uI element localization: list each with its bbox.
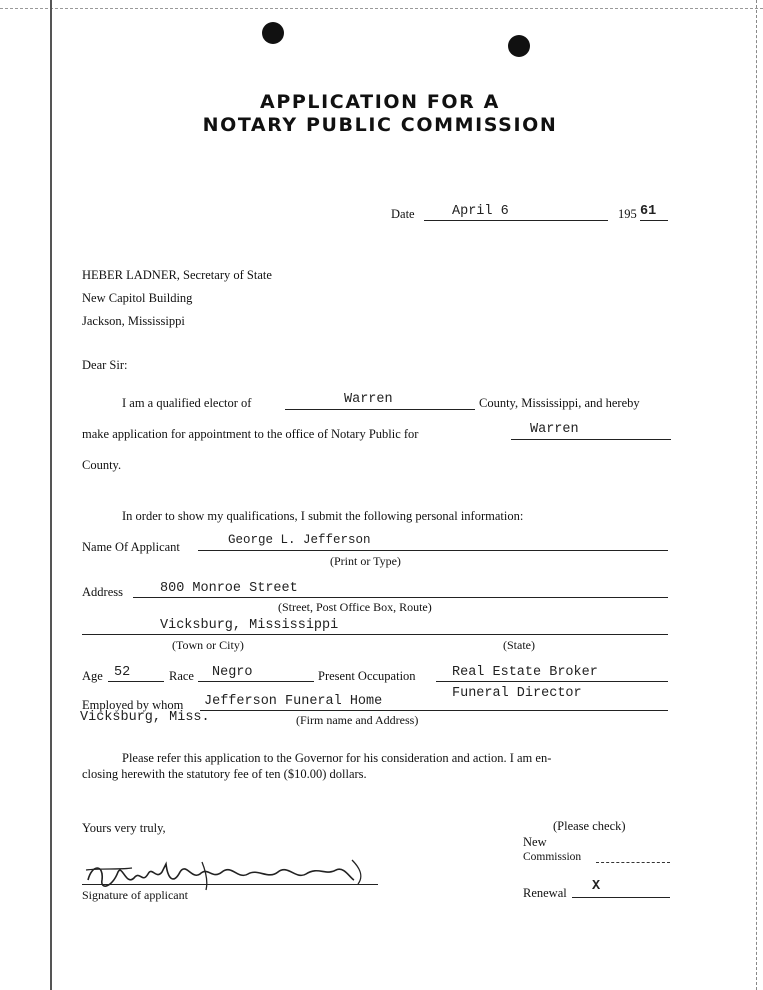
elector-text: I am a qualified elector of bbox=[122, 396, 252, 410]
county-value-2: Warren bbox=[530, 422, 579, 437]
race-value: Negro bbox=[212, 665, 253, 680]
county-text: County, Mississippi, and hereby bbox=[479, 396, 640, 410]
address-caption: (Street, Post Office Box, Route) bbox=[278, 600, 432, 614]
signature-caption: Signature of applicant bbox=[82, 888, 188, 902]
age-line bbox=[108, 681, 164, 682]
page-top-edge bbox=[0, 8, 763, 9]
signature-line bbox=[82, 884, 378, 885]
punch-hole-left bbox=[262, 22, 284, 44]
form-title-line2: NOTARY PUBLIC COMMISSION bbox=[202, 114, 558, 136]
addressee-line3: Jackson, Mississippi bbox=[82, 314, 185, 328]
left-margin-line bbox=[50, 0, 52, 990]
renewal-check-line bbox=[572, 897, 670, 898]
date-year-prefix: 195 bbox=[618, 207, 637, 221]
form-title-line1: APPLICATION FOR A bbox=[260, 91, 500, 113]
employer-caption: (Firm name and Address) bbox=[296, 713, 419, 727]
referral-text-line1: Please refer this application to the Governor for his consideration and action. I am en- bbox=[122, 751, 552, 765]
name-caption: (Print or Type) bbox=[330, 554, 401, 568]
referral-text-line2: closing herewith the statutory fee of ten ($10.00) dollars. bbox=[82, 767, 367, 781]
addressee-line2: New Capitol Building bbox=[82, 291, 193, 305]
page-right-edge bbox=[755, 0, 757, 990]
application-text: make application for appointment to the office of Notary Public for bbox=[82, 427, 419, 441]
address-label: Address bbox=[82, 585, 123, 599]
county-value: Warren bbox=[344, 392, 393, 407]
county-line-2 bbox=[511, 439, 671, 440]
age-value: 52 bbox=[114, 665, 131, 680]
closing: Yours very truly, bbox=[82, 821, 166, 835]
date-label: Date bbox=[391, 207, 415, 221]
city-line bbox=[82, 634, 668, 635]
name-line bbox=[198, 550, 668, 551]
county-word: County. bbox=[82, 458, 122, 472]
city-value: Vicksburg, Mississippi bbox=[160, 618, 339, 633]
date-line bbox=[424, 220, 608, 221]
employer-value-2: Vicksburg, Miss. bbox=[80, 710, 210, 725]
commission-label: Commission bbox=[523, 851, 582, 863]
addressee-line1: HEBER LADNER, Secretary of State bbox=[82, 268, 272, 282]
new-commission-check-line bbox=[596, 862, 670, 863]
occupation-value: Real Estate Broker bbox=[452, 665, 598, 680]
occupation-label: Present Occupation bbox=[318, 669, 416, 683]
city-caption: (Town or City) bbox=[172, 638, 244, 652]
date-value: April 6 bbox=[452, 204, 509, 219]
salutation: Dear Sir: bbox=[82, 358, 128, 372]
state-caption: (State) bbox=[503, 638, 535, 652]
name-label: Name Of Applicant bbox=[82, 540, 180, 554]
county-line bbox=[285, 409, 475, 410]
race-line bbox=[198, 681, 314, 682]
renewal-check-mark: X bbox=[592, 879, 601, 894]
employer-label: Employed by whom bbox=[82, 698, 184, 712]
race-label: Race bbox=[169, 669, 194, 683]
occupation-value-2: Funeral Director bbox=[452, 686, 582, 701]
date-year-line bbox=[640, 220, 668, 221]
address-line bbox=[133, 597, 668, 598]
employer-line bbox=[200, 710, 668, 711]
check-heading: (Please check) bbox=[553, 819, 626, 833]
employer-value: Jefferson Funeral Home bbox=[204, 694, 383, 709]
qualifications-text: In order to show my qualifications, I submit the following personal information: bbox=[122, 509, 524, 523]
occupation-line bbox=[436, 681, 668, 682]
renewal-label: Renewal bbox=[523, 886, 567, 900]
new-label: New bbox=[523, 835, 547, 849]
age-label: Age bbox=[82, 669, 103, 683]
date-year-suffix: 61 bbox=[640, 204, 657, 219]
punch-hole-right bbox=[508, 35, 530, 57]
name-value: George L. Jefferson bbox=[228, 533, 371, 547]
address-value: 800 Monroe Street bbox=[160, 581, 298, 596]
